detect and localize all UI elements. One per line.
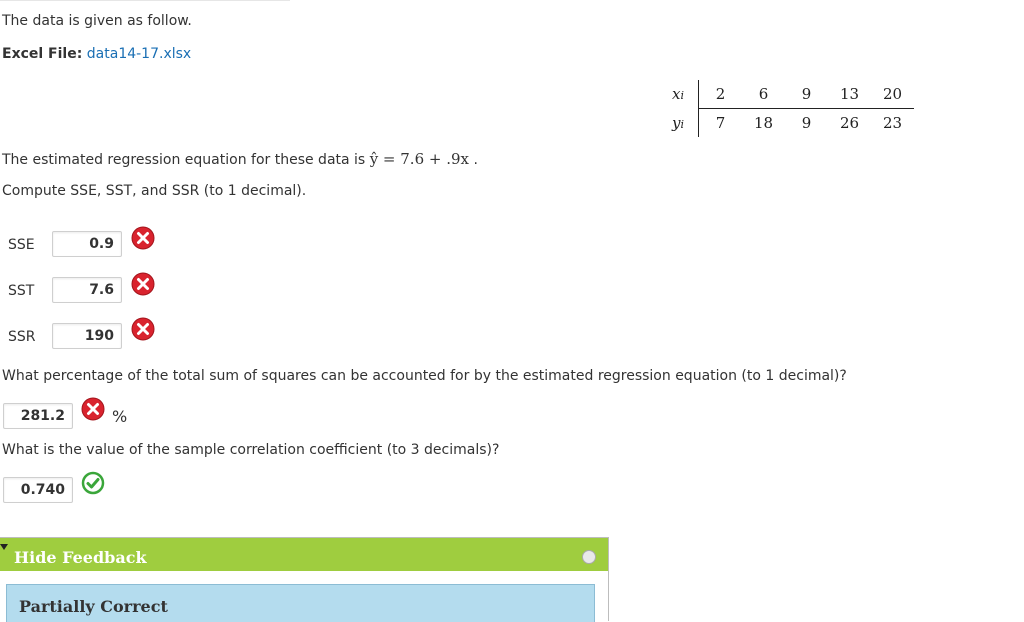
y-value: 7 — [715, 114, 726, 132]
regression-statement — [2, 150, 478, 168]
sse-label: SSE — [8, 237, 35, 253]
sst-label: SST — [8, 283, 35, 299]
feedback-status: Partially Correct — [19, 597, 168, 616]
y-row — [658, 109, 914, 138]
y-header: yi — [658, 109, 699, 138]
feedback-header[interactable] — [0, 538, 608, 571]
correlation-input[interactable]: 0.740 — [3, 477, 73, 503]
excel-file-link[interactable]: data14-17.xlsx — [86, 46, 192, 62]
percentage-question: What percentage of the total sum of squares can be accounted for by the estimated regression equation (to 1 decimal)? — [2, 368, 847, 384]
collapse-triangle-icon — [0, 544, 8, 550]
y-value: 18 — [753, 114, 774, 132]
x-value: 9 — [785, 80, 828, 109]
correct-icon — [81, 471, 105, 495]
x-row — [658, 80, 914, 109]
y-value: 9 — [801, 114, 812, 132]
regression-text: The estimated regression equation for these data is — [2, 152, 366, 168]
incorrect-icon — [81, 397, 105, 421]
regression-end: . — [473, 152, 478, 168]
compute-prompt: Compute SSE, SST, and SSR (to 1 decimal). — [2, 183, 307, 199]
data-table — [658, 80, 914, 137]
x-header: xi — [658, 80, 699, 109]
ssr-label: SSR — [8, 329, 36, 345]
ssr-input[interactable]: 190 — [52, 323, 122, 349]
excel-file-label: Excel File: — [2, 46, 83, 62]
y-value: 23 — [882, 114, 903, 132]
sst-input[interactable]: 7.6 — [52, 277, 122, 303]
sse-input[interactable]: 0.9 — [52, 231, 122, 257]
hide-feedback-link[interactable]: Hide Feedback — [14, 548, 147, 567]
x-value: 2 — [699, 80, 743, 109]
percentage-input[interactable]: 281.2 — [3, 403, 73, 429]
y-value: 26 — [839, 114, 860, 132]
x-value: 20 — [871, 80, 914, 109]
feedback-panel — [0, 537, 609, 621]
x-value: 13 — [828, 80, 871, 109]
correlation-question: What is the value of the sample correlation coefficient (to 3 decimals)? — [2, 442, 500, 458]
incorrect-icon — [131, 272, 155, 296]
percent-unit: % — [112, 407, 128, 426]
intro-text: The data is given as follow. — [2, 13, 192, 29]
edit-icon[interactable] — [582, 550, 596, 564]
regression-equation: ŷ = 7.6 + .9x — [369, 150, 469, 168]
excel-file-row — [2, 46, 191, 62]
x-value: 6 — [742, 80, 785, 109]
top-divider — [0, 0, 290, 1]
incorrect-icon — [131, 317, 155, 341]
incorrect-icon — [131, 226, 155, 250]
feedback-status-box — [6, 584, 595, 622]
